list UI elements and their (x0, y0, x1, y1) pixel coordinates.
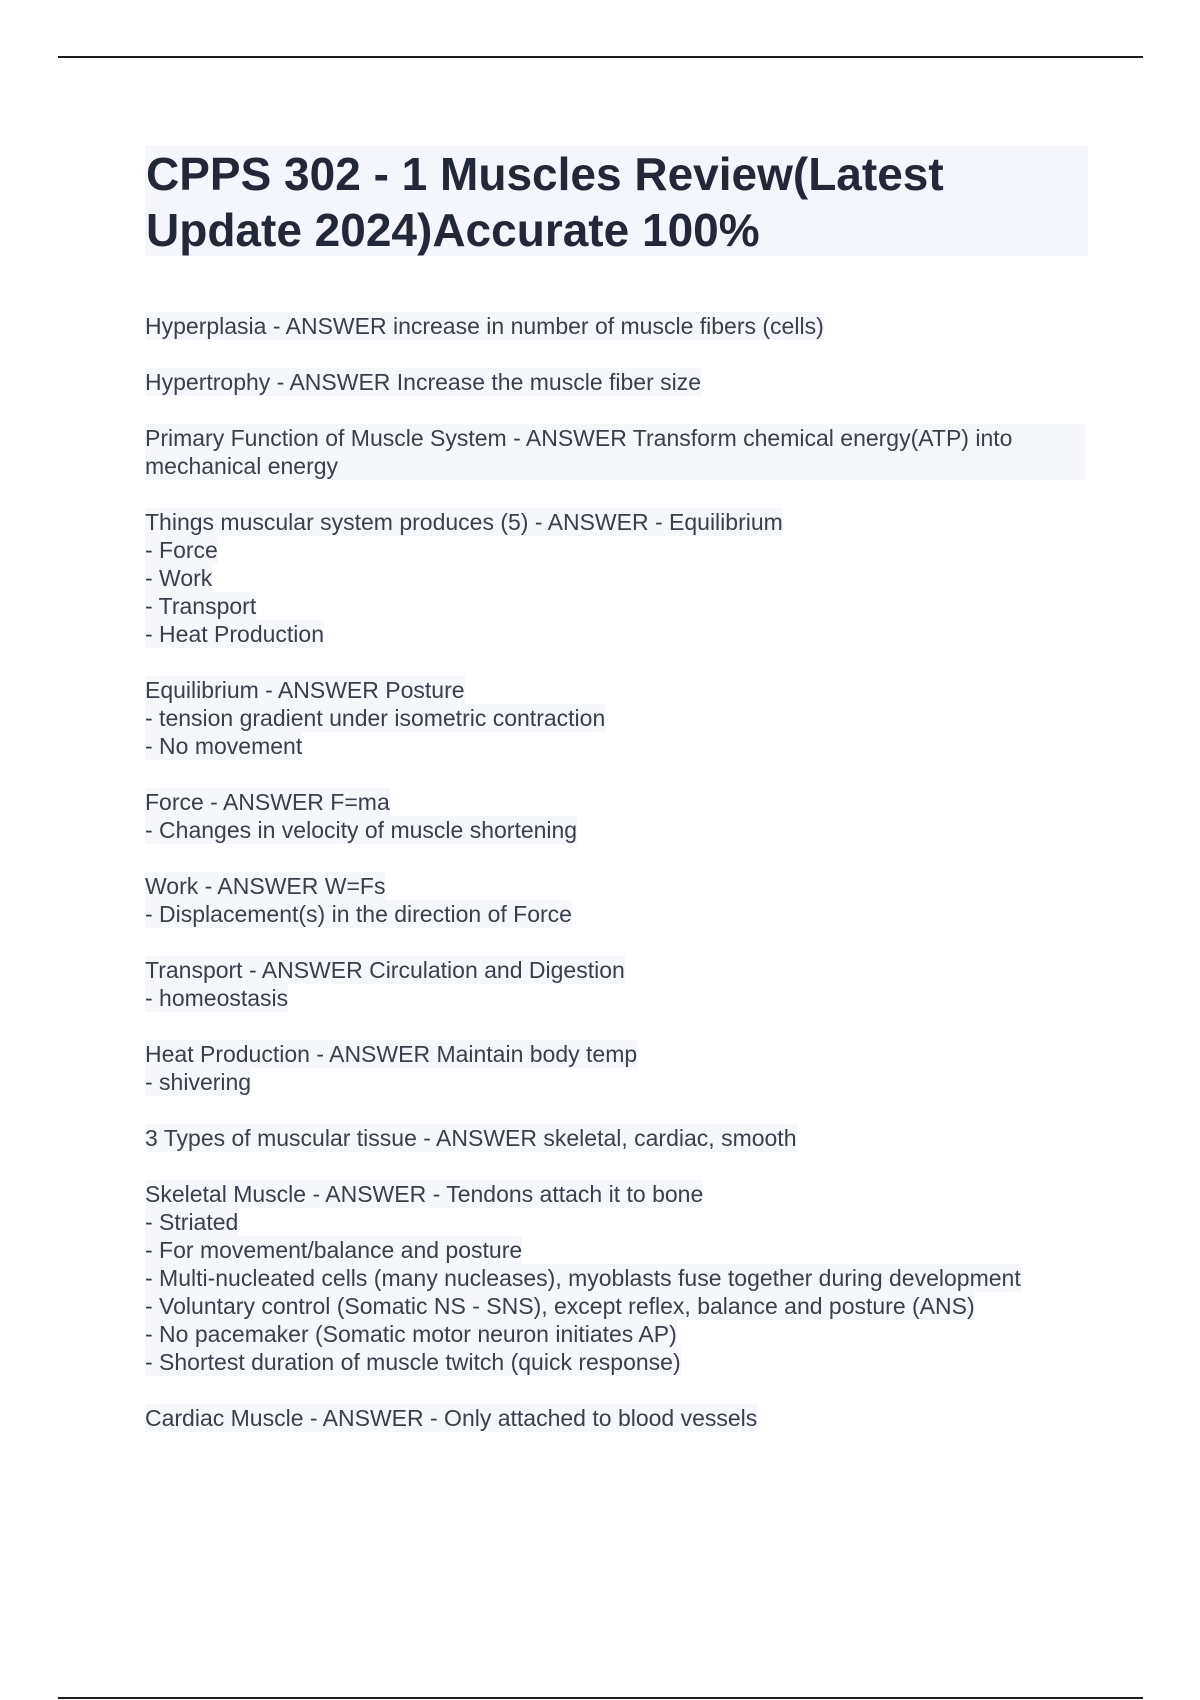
qa-answer-line: - Striated (145, 1209, 239, 1235)
qa-answer-line: - Heat Production (145, 621, 324, 647)
qa-entry (145, 788, 1085, 844)
qa-answer-line: - Voluntary control (Somatic NS - SNS), except reflex, balance and posture (ANS) (145, 1293, 975, 1319)
qa-question-line: Force - ANSWER F=ma (145, 789, 390, 815)
qa-entry (145, 676, 1085, 760)
qa-answer-line: - tension gradient under isometric contraction (145, 705, 606, 731)
qa-answer-line: - shivering (145, 1069, 252, 1095)
qa-question-line: Work - ANSWER W=Fs (145, 873, 386, 899)
bottom-rule (58, 1697, 1143, 1699)
qa-entry (145, 1404, 1085, 1432)
qa-question-line: Things muscular system produces (5) - ANSWER - Equilibrium (145, 509, 783, 535)
qa-entry (145, 508, 1085, 648)
top-rule (58, 56, 1143, 58)
qa-answer-line: - homeostasis (145, 985, 289, 1011)
qa-answer-line: - No pacemaker (Somatic motor neuron initiates AP) (145, 1321, 677, 1347)
qa-entry (145, 1040, 1085, 1096)
qa-question-line: Heat Production - ANSWER Maintain body temp (145, 1041, 638, 1067)
qa-list (145, 312, 1085, 1460)
qa-answer-line: - Multi-nucleated cells (many nucleases), myoblasts fuse together during development (145, 1265, 1021, 1291)
qa-entry (145, 1180, 1085, 1376)
qa-question-line: Hypertrophy - ANSWER Increase the muscle fiber size (145, 369, 702, 395)
qa-answer-line: - Work (145, 565, 213, 591)
qa-question-line: Equilibrium - ANSWER Posture (145, 677, 465, 703)
qa-entry (145, 1124, 1085, 1152)
qa-question-line: 3 Types of muscular tissue - ANSWER skeletal, cardiac, smooth (145, 1125, 797, 1151)
qa-answer-line: - No movement (145, 733, 303, 759)
qa-question-line: Primary Function of Muscle System - ANSWER Transform chemical energy(ATP) into mechanical energy (145, 424, 1085, 480)
qa-entry (145, 312, 1085, 340)
qa-answer-line: - Transport (145, 593, 257, 619)
qa-question-line: Hyperplasia - ANSWER increase in number of muscle fibers (cells) (145, 313, 824, 339)
qa-answer-line: - Shortest duration of muscle twitch (quick response) (145, 1349, 681, 1375)
qa-entry (145, 872, 1085, 928)
qa-entry (145, 424, 1085, 480)
qa-question-line: Transport - ANSWER Circulation and Digestion (145, 957, 625, 983)
qa-answer-line: - Displacement(s) in the direction of Force (145, 901, 572, 927)
title-box (145, 146, 1088, 256)
qa-question-line: Cardiac Muscle - ANSWER - Only attached to blood vessels (145, 1405, 758, 1431)
qa-answer-line: - Changes in velocity of muscle shortening (145, 817, 578, 843)
qa-entry (145, 368, 1085, 396)
document-title: CPPS 302 - 1 Muscles Review(Latest Update 2024)Accurate 100% (146, 148, 944, 256)
qa-answer-line: - Force (145, 537, 218, 563)
qa-question-line: Skeletal Muscle - ANSWER - Tendons attach it to bone (145, 1181, 704, 1207)
qa-answer-line: - For movement/balance and posture (145, 1237, 523, 1263)
qa-entry (145, 956, 1085, 1012)
